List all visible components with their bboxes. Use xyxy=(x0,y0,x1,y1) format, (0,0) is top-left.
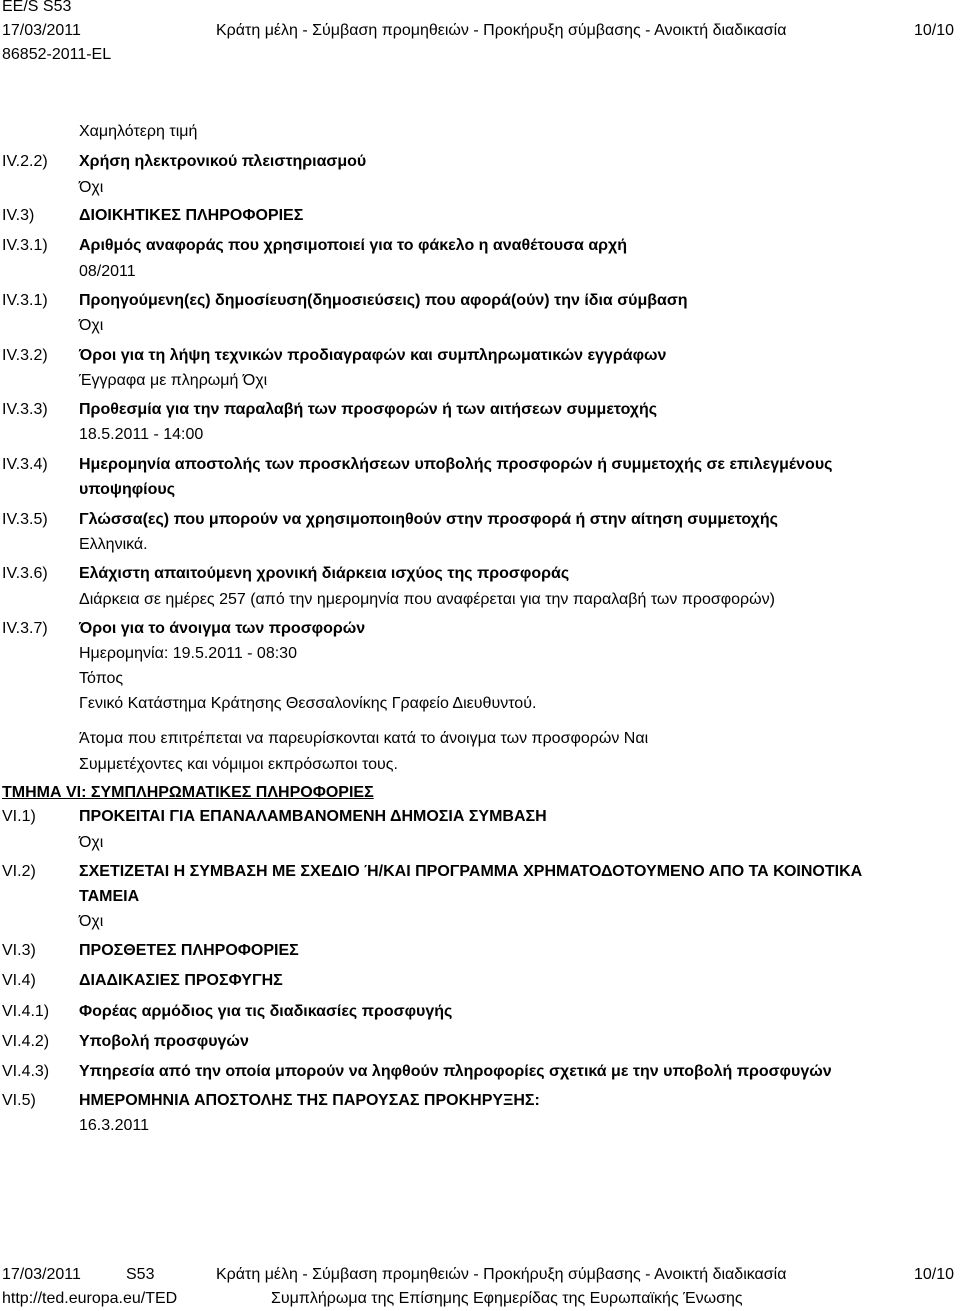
footer-date: 17/03/2011 xyxy=(2,1266,81,1283)
section-title: ΗΜΕΡΟΜΗΝΙΑ ΑΠΟΣΤΟΛΗΣ ΤΗΣ ΠΑΡΟΥΣΑΣ ΠΡΟΚΗΡΥΞΗΣ: xyxy=(79,1092,540,1109)
header-page: 10/10 xyxy=(914,22,955,39)
section-number: VI.4) xyxy=(2,972,36,989)
section-number: IV.3.1) xyxy=(2,292,48,309)
section-title: ΣΧΕΤΙΖΕΤΑΙ Η ΣΥΜΒΑΣΗ ΜΕ ΣΧΕΔΙΟ Ή/ΚΑΙ ΠΡΟΓΡΑΜΜΑ ΧΡΗΜΑΤΟΔΟΤΟΥΜΕΝΟ ΑΠΟ ΤΑ ΚΟΙΝΟΤΙΚΑ xyxy=(79,863,863,880)
section-value: Έγγραφα με πληρωμή Όχι xyxy=(79,372,268,389)
section-title: Όροι για τη λήψη τεχνικών προδιαγραφών και συμπληρωματικών εγγράφων xyxy=(79,347,667,364)
section-number: VI.4.3) xyxy=(2,1063,50,1080)
header-title: Κράτη μέλη - Σύμβαση προμηθειών - Προκήρυξη σύμβασης - Ανοικτή διαδικασία xyxy=(216,22,787,39)
section-number: IV.3.5) xyxy=(2,511,48,528)
section-number: IV.3.6) xyxy=(2,565,48,582)
section-value: Όχι xyxy=(79,317,104,334)
section-value: Ελληνικά. xyxy=(79,536,148,553)
section-number: IV.3.4) xyxy=(2,456,48,473)
section-number: IV.3.3) xyxy=(2,401,48,418)
section-number: IV.2.2) xyxy=(2,153,48,170)
section-value: Όχι xyxy=(79,834,104,851)
section-title: Ελάχιστη απαιτούμενη χρονική διάρκεια ισχύος της προσφοράς xyxy=(79,565,570,582)
section-number: IV.3.7) xyxy=(2,620,48,637)
header-journal: EE/S S53 xyxy=(2,0,72,15)
place-label: Τόπος xyxy=(79,670,124,687)
section-title: ΠΡΟΚΕΙΤΑΙ ΓΙΑ ΕΠΑΝΑΛΑΜΒΑΝΟΜΕΝΗ ΔΗΜΟΣΙΑ ΣΥΜΒΑΣΗ xyxy=(79,808,547,825)
section-title: Όροι για το άνοιγμα των προσφορών xyxy=(79,620,366,637)
section-value: 08/2011 xyxy=(79,263,136,280)
section-number: IV.3.1) xyxy=(2,237,48,254)
section-title: ΔΙΟΙΚΗΤΙΚΕΣ ΠΛΗΡΟΦΟΡΙΕΣ xyxy=(79,207,304,224)
section-value: 16.3.2011 xyxy=(79,1117,149,1134)
section-number: VI.2) xyxy=(2,863,36,880)
section-number: VI.1) xyxy=(2,808,36,825)
award-criterion: Χαμηλότερη τιμή xyxy=(79,123,198,140)
section-title-cont: υποψηφίους xyxy=(79,481,176,498)
section-title: Προηγούμενη(ες) δημοσίευση(δημοσιεύσεις) που αφορά(ούν) την ίδια σύμβαση xyxy=(79,292,688,309)
section-number: VI.5) xyxy=(2,1092,36,1109)
place-value: Γενικό Κατάστημα Κράτησης Θεσσαλονίκης Γραφείο Διευθυντού. xyxy=(79,695,537,712)
section-number: VI.4.2) xyxy=(2,1033,50,1050)
header-notice-id: 86852-2011-EL xyxy=(2,46,112,63)
header-date: 17/03/2011 xyxy=(2,22,81,39)
section-value: Διάρκεια σε ημέρες 257 (από την ημερομηνία που αναφέρεται για την παραλαβή των προσφορών) xyxy=(79,591,775,608)
section-number: VI.4.1) xyxy=(2,1003,50,1020)
section-title: Υπηρεσία από την οποία μπορούν να ληφθούν πληροφορίες σχετικά με την υποβολή προσφυγών xyxy=(79,1063,832,1080)
footer-supplement: Συμπλήρωμα της Επίσημης Εφημερίδας της Ευρωπαϊκής Ένωσης xyxy=(271,1290,743,1307)
opening-date: Ημερομηνία: 19.5.2011 - 08:30 xyxy=(79,645,297,662)
section-title: ΔΙΑΔΙΚΑΣΙΕΣ ΠΡΟΣΦΥΓΗΣ xyxy=(79,972,283,989)
section-title: Αριθμός αναφοράς που χρησιμοποιεί για το φάκελο η αναθέτουσα αρχή xyxy=(79,237,628,254)
section-title: Χρήση ηλεκτρονικού πλειστηριασμού xyxy=(79,153,367,170)
persons-allowed-detail: Συμμετέχοντες και νόμιμοι εκπρόσωποι τους. xyxy=(79,756,398,773)
section-title: Φορέας αρμόδιος για τις διαδικασίες προσφυγής xyxy=(79,1003,453,1020)
section-number: IV.3) xyxy=(2,207,35,224)
footer-url[interactable]: http://ted.europa.eu/TED xyxy=(2,1290,178,1307)
section-title-cont: ΤΑΜΕΙΑ xyxy=(79,888,140,905)
section-value: Όχι xyxy=(79,913,104,930)
section-title: ΠΡΟΣΘΕΤΕΣ ΠΛΗΡΟΦΟΡΙΕΣ xyxy=(79,942,299,959)
section-number: IV.3.2) xyxy=(2,347,48,364)
section-title: Ημερομηνία αποστολής των προσκλήσεων υποβολής προσφορών ή συμμετοχής σε επιλεγμένους xyxy=(79,456,833,473)
section-title: Υποβολή προσφυγών xyxy=(79,1033,249,1050)
persons-allowed: Άτομα που επιτρέπεται να παρευρίσκονται κατά το άνοιγμα των προσφορών Ναι xyxy=(79,730,649,747)
footer-page: 10/10 xyxy=(914,1266,955,1283)
footer-title: Κράτη μέλη - Σύμβαση προμηθειών - Προκήρυξη σύμβασης - Ανοικτή διαδικασία xyxy=(216,1266,787,1283)
section-value: Όχι xyxy=(79,179,104,196)
footer-journal: S53 xyxy=(126,1266,155,1283)
section-title: Προθεσμία για την παραλαβή των προσφορών ή των αιτήσεων συμμετοχής xyxy=(79,401,658,418)
section-heading: ΤΜΗΜΑ VI: ΣΥΜΠΛΗΡΩΜΑΤΙΚΕΣ ΠΛΗΡΟΦΟΡΙΕΣ xyxy=(2,784,374,801)
section-value: 18.5.2011 - 14:00 xyxy=(79,426,204,443)
section-number: VI.3) xyxy=(2,942,36,959)
section-title: Γλώσσα(ες) που μπορούν να χρησιμοποιηθούν στην προσφορά ή στην αίτηση συμμετοχής xyxy=(79,511,778,528)
